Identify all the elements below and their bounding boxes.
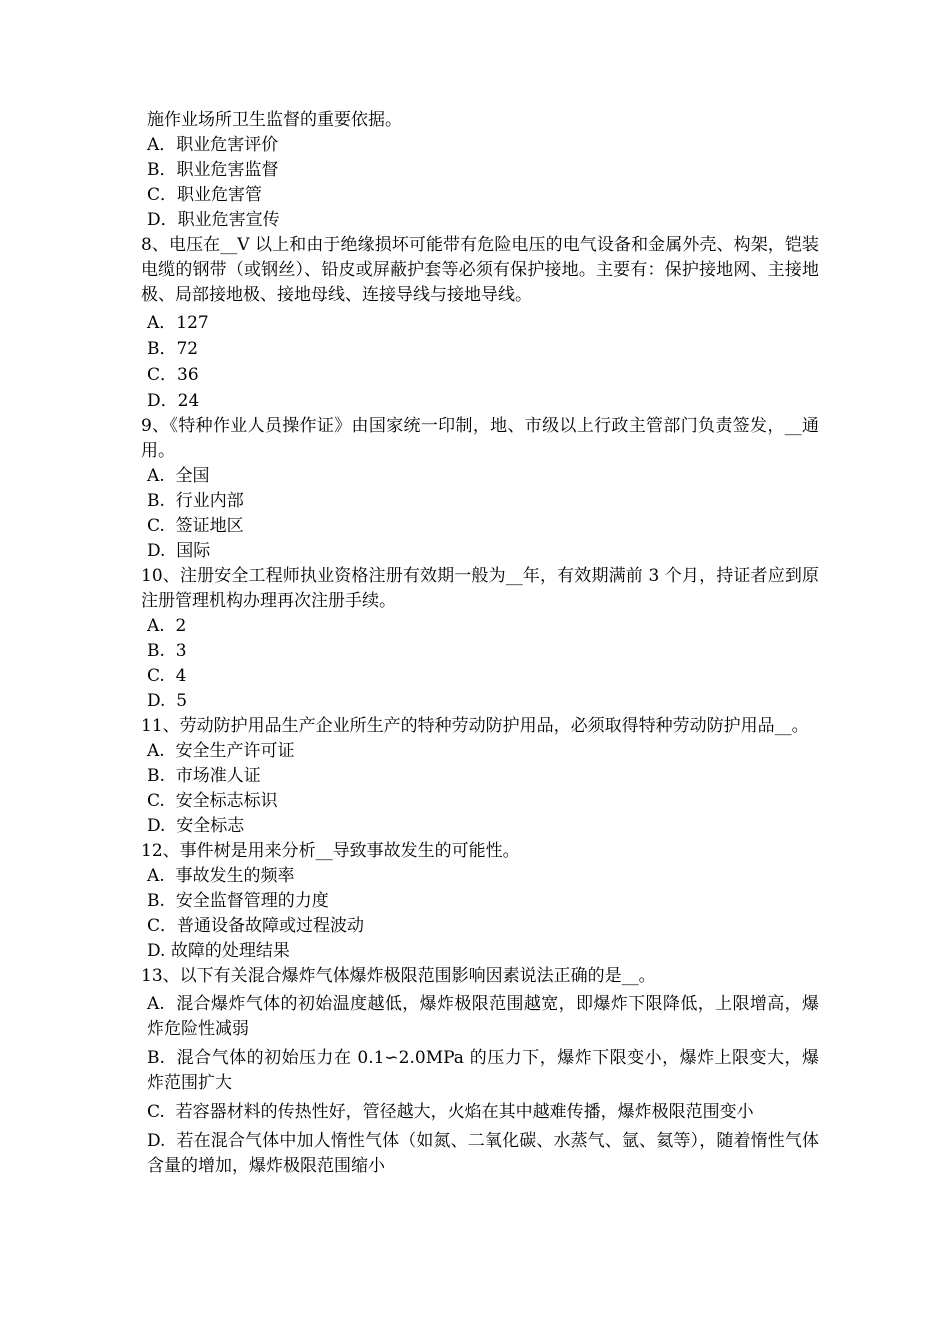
option-d: D. 故障的处理结果 [147,941,290,961]
option-a: A. 2 [147,616,187,636]
option-c: C. 4 [147,666,187,686]
question-continuation: 施作业场所卫生监督的重要依据。 [147,110,402,130]
option-d: D．职业危害宣传 [147,210,280,230]
question-8-stem: 8、电压在__V 以上和由于绝缘损坏可能带有危险电压的电气设备和金属外壳、构架，铠装电缆的钢带（或钢丝）、铅皮或屏蔽护套等必须有保护接地。主要有：保护接地网、主接地极、局部接地极、接地母线、连接导线与接地导线。 [141,235,819,305]
option-d: D. 5 [147,691,188,711]
question-13-stem: 13、以下有关混合爆炸气体爆炸极限范围影响因素说法正确的是__。 [141,966,656,986]
question-11-stem: 11、劳动防护用品生产企业所生产的特种劳动防护用品，必须取得特种劳动防护用品__。 [141,716,809,736]
option-d: D. 若在混合气体中加人惰性气体（如氮、二氧化碳、水蒸气、氩、氦等），随着惰性气体含量的增加，爆炸极限范围缩小 [147,1131,819,1176]
option-b: B．职业危害监督 [147,160,279,180]
option-c: C. 签证地区 [147,516,244,536]
question-9-stem: 9、《特种作业人员操作证》由国家统一印制，地、市级以上行政主管部门负责签发，__通用。 [141,416,819,461]
option-c: C．职业危害管 [147,185,263,205]
option-a: A. 全国 [147,466,210,486]
option-c: C．36 [147,365,199,385]
option-b: B. 3 [147,641,187,661]
option-b: B. 混合气体的初始压力在 0.1∽2.0MPa 的压力下，爆炸下限变小，爆炸上限变大，爆炸范围扩大 [147,1048,819,1093]
question-8-options [141,310,819,414]
option-a: A．职业危害评价 [147,135,279,155]
option-d: D．24 [147,391,200,411]
option-a: A．127 [147,313,209,333]
option-c: C. 安全标志标识 [147,791,278,811]
option-d: D. 安全标志 [147,816,245,836]
question-10-stem: 10、注册安全工程师执业资格注册有效期一般为__年，有效期满前 3 个月，持证者应到原注册管理机构办理再次注册手续。 [141,566,819,611]
option-a: A. 混合爆炸气体的初始温度越低，爆炸极限范围越宽，即爆炸下限降低，上限增高，爆炸危险性减弱 [147,994,819,1039]
option-b: B. 市场准人证 [147,766,261,786]
option-a: A. 安全生产许可证 [147,741,295,761]
option-c: C．普通设备故障或过程波动 [147,916,365,936]
question-12-stem: 12、事件树是用来分析__导致事故发生的可能性。 [141,841,520,861]
option-b: B．72 [147,339,199,359]
option-d: D. 国际 [147,541,211,561]
option-b: B. 行业内部 [147,491,244,511]
option-b: B. 安全监督管理的力度 [147,891,329,911]
document-body [141,108,819,1179]
option-a: A. 事故发生的频率 [147,866,295,886]
option-c: C. 若容器材料的传热性好，管径越大，火焰在其中越难传播，爆炸极限范围变小 [147,1102,754,1122]
